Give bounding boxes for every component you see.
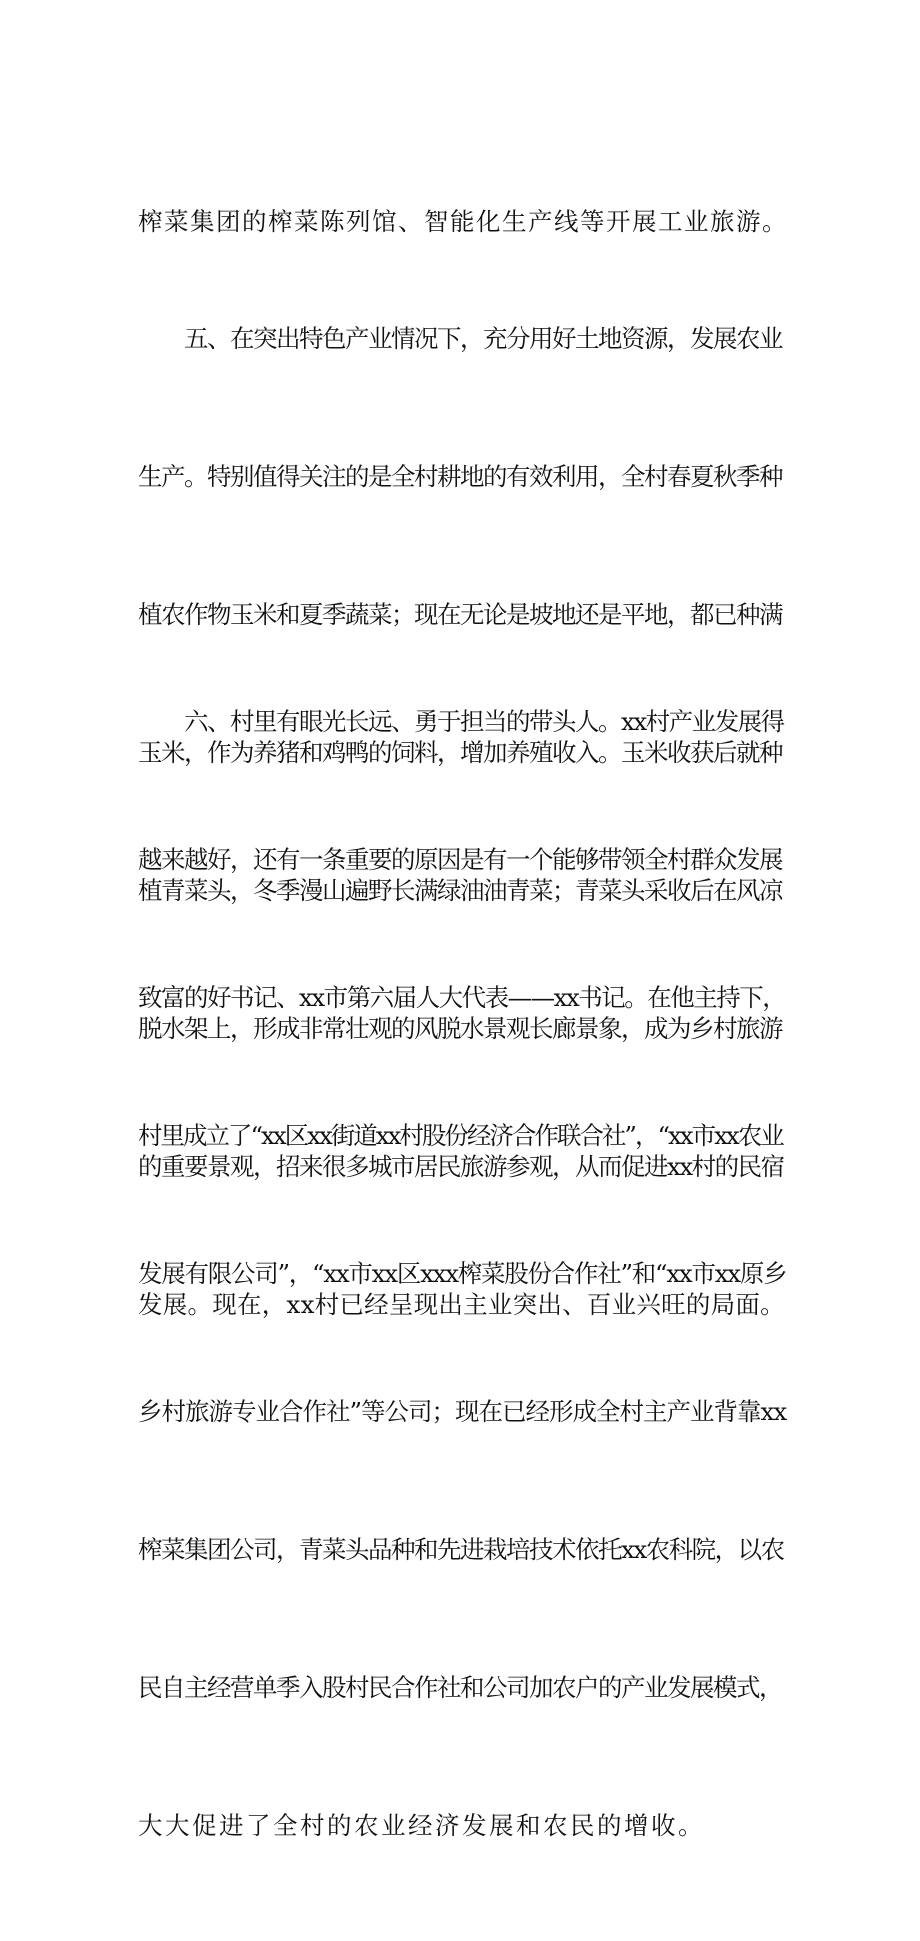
- text-line: 脱水架上，形成非常壮观的风脱水景观长廊景象，成为乡村旅游: [138, 1014, 782, 1043]
- text-line: 榨菜集团的榨菜陈列馆、智能化生产线等开展工业旅游。: [138, 207, 788, 236]
- text-line: 五、在突出特色产业情况下，充分用好土地资源，发展农业: [138, 324, 782, 353]
- text-line: 村里成立了“xx区xx街道xx村股份经济合作联合社”，“xx市xx农业: [138, 1121, 783, 1150]
- text-line: 乡村旅游专业合作社”等公司；现在已经形成全村主产业背靠xx: [138, 1397, 787, 1426]
- text-line: 生产。特别值得关注的是全村耕地的有效利用，全村春夏秋季种: [138, 462, 782, 491]
- text-line: 六、村里有眼光长远、勇于担当的带头人。xx村产业发展得: [138, 707, 784, 736]
- text-line: 植农作物玉米和夏季蔬菜；现在无论是坡地还是平地，都已种满: [138, 600, 782, 629]
- text-line: 的重要景观，招来很多城市居民旅游参观，从而促进xx村的民宿: [138, 1152, 784, 1181]
- text-line: 致富的好书记、xx市第六届人大代表——xx书记。在他主持下，: [138, 983, 786, 1012]
- text-line: 发展有限公司”，“xx市xx区xxx榨菜股份合作社”和“xx市xx原乡: [138, 1259, 787, 1288]
- text-line: 榨菜集团公司，青菜头品种和先进栽培技术依托xx农科院，以农: [138, 1535, 784, 1564]
- text-line: 民自主经营单季入股村民合作社和公司加农户的产业发展模式，: [138, 1673, 782, 1702]
- text-line: 越来越好，还有一条重要的原因是有一个能够带领全村群众发展: [138, 845, 782, 874]
- text-line: 玉米，作为养猪和鸡鸭的饲料，增加养殖收入。玉米收获后就种: [138, 738, 782, 767]
- text-line: 大大促进了全村的农业经济发展和农民的增收。: [138, 1811, 705, 1840]
- paragraph-six: [138, 607, 787, 1941]
- text-line: 发展。现在，xx村已经呈现出主业突出、百业兴旺的局面。: [138, 1290, 785, 1319]
- text-line: 植青菜头，冬季漫山遍野长满绿油油青菜；青菜头采收后在风凉: [138, 876, 782, 905]
